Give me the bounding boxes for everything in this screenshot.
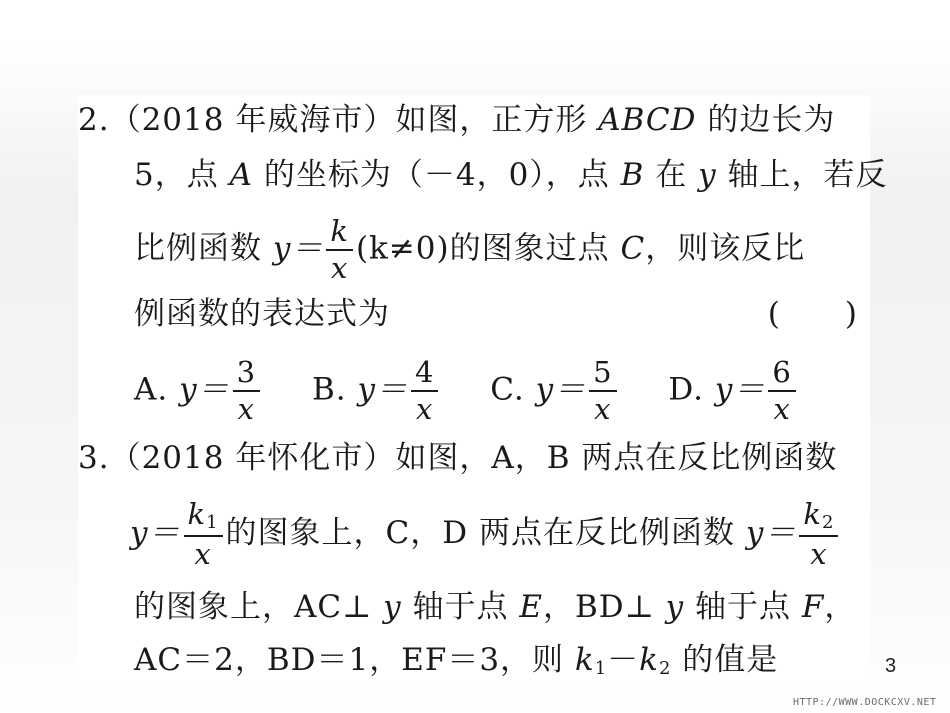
q2-text: 例函数的表达式为 xyxy=(134,296,390,332)
q2-text: ，则该反比 xyxy=(645,230,806,267)
option-fraction xyxy=(411,355,438,426)
q2-line-3 xyxy=(134,214,806,285)
page-number: 3 xyxy=(885,655,897,677)
q2-axis-y: y xyxy=(698,157,717,193)
q3-k1 xyxy=(575,642,607,678)
q2-option-a xyxy=(134,355,263,426)
q3-text: 轴于点 xyxy=(695,589,792,625)
q2-text: 的坐标为（－4，0），点 xyxy=(263,157,610,193)
q2-line-1 xyxy=(78,100,835,140)
q3-text: 的图象上，C，D 两点在反比例函数 xyxy=(225,515,735,551)
q2-text: 比例函数 xyxy=(134,230,262,267)
q2-text: 5，点 xyxy=(134,157,219,193)
q3-line-2 xyxy=(130,497,841,571)
option-numerator: 5 xyxy=(589,358,616,392)
option-denominator: x xyxy=(416,392,434,426)
q2-number: 2. xyxy=(78,102,110,138)
q2-fraction-numerator: k xyxy=(326,217,353,251)
q2-option-b xyxy=(311,355,441,426)
subscript: 2 xyxy=(658,658,672,679)
q2-fraction-denominator: x xyxy=(330,251,349,285)
q3-fraction-2-numerator xyxy=(799,497,838,537)
q3-fraction-1-denominator: x xyxy=(194,537,212,571)
q2-point-c: C xyxy=(620,230,646,267)
option-eq: y＝ xyxy=(535,371,587,408)
q3-fraction-1-numerator xyxy=(184,497,223,537)
q2-text: 的图象过点 xyxy=(449,230,610,267)
q2-line-2 xyxy=(134,155,888,195)
option-letter: D. xyxy=(668,371,705,408)
q2-point-b: B xyxy=(620,157,645,193)
k-symbol: k xyxy=(187,497,207,531)
q3-text: 如图，A，B 两点在反比例函数 xyxy=(395,440,838,476)
q3-minus: － xyxy=(607,642,640,678)
watermark-url: HTTP://WWW.DOCKCXV.NET xyxy=(793,697,937,708)
subscript: 1 xyxy=(206,512,219,533)
option-denominator: x xyxy=(237,392,256,426)
q3-function-y: y＝ xyxy=(130,515,181,551)
q3-number: 3. xyxy=(78,440,110,476)
option-fraction xyxy=(768,355,795,426)
q2-line-4 xyxy=(134,294,870,334)
q2-condition: (k≠0) xyxy=(355,230,450,267)
q3-text: 轴于点 xyxy=(412,589,509,625)
q2-text: 的边长为 xyxy=(707,102,836,138)
q3-fraction-1 xyxy=(184,497,223,571)
q3-axis-y: y xyxy=(383,589,402,625)
q3-text: AC＝2，BD＝1，EF＝3，则 xyxy=(134,642,565,678)
q3-fraction-2 xyxy=(799,497,838,571)
k-symbol: k xyxy=(803,497,822,531)
q3-point-f: F xyxy=(801,589,825,625)
q3-function-y-2: y＝ xyxy=(745,515,797,551)
q2-text: 如图，正方形 xyxy=(395,102,588,138)
option-denominator: x xyxy=(773,392,791,426)
q2-function-y: y＝ xyxy=(272,230,324,267)
q2-source: （2018 年威海市） xyxy=(109,102,396,138)
option-numerator: 6 xyxy=(768,358,795,392)
option-denominator: x xyxy=(594,392,612,426)
q3-point-e: E xyxy=(519,589,543,625)
k-symbol: k xyxy=(574,642,595,678)
subscript: 2 xyxy=(821,512,835,533)
option-fraction xyxy=(589,355,616,426)
option-eq: y＝ xyxy=(357,371,408,408)
q2-option-c xyxy=(490,355,619,426)
option-eq: y＝ xyxy=(714,371,766,408)
option-letter: C. xyxy=(490,371,525,408)
option-eq: y＝ xyxy=(179,371,230,408)
q2-answer-blank: ( ) xyxy=(767,296,858,332)
q2-square-name: ABCD xyxy=(598,102,697,138)
option-letter: A. xyxy=(134,371,169,408)
q3-text: ，BD⊥ xyxy=(543,589,655,625)
option-numerator: 4 xyxy=(411,358,438,392)
q2-options xyxy=(134,355,837,426)
q3-text: ， xyxy=(824,589,857,625)
q2-fraction xyxy=(326,214,353,285)
q3-line-3 xyxy=(134,587,856,627)
option-letter: B. xyxy=(311,371,347,408)
q3-fraction-2-denominator: x xyxy=(810,537,828,571)
q3-axis-y: y xyxy=(665,589,685,625)
q3-k2 xyxy=(639,642,671,678)
option-fraction xyxy=(233,355,260,426)
q3-line-1 xyxy=(78,438,837,478)
q3-text: 的值是 xyxy=(682,642,779,678)
subscript: 1 xyxy=(594,658,608,679)
q3-line-4 xyxy=(134,640,778,689)
q2-text: 在 xyxy=(655,157,688,193)
q3-text: 的图象上，AC⊥ xyxy=(134,589,373,625)
q2-point-a: A xyxy=(229,157,253,193)
slide-content xyxy=(78,95,888,680)
q2-text: 轴上，若反 xyxy=(727,157,888,193)
q2-option-d xyxy=(668,355,798,426)
option-numerator: 3 xyxy=(233,358,260,392)
q3-source: （2018 年怀化市） xyxy=(109,440,396,476)
k-symbol: k xyxy=(639,642,659,678)
